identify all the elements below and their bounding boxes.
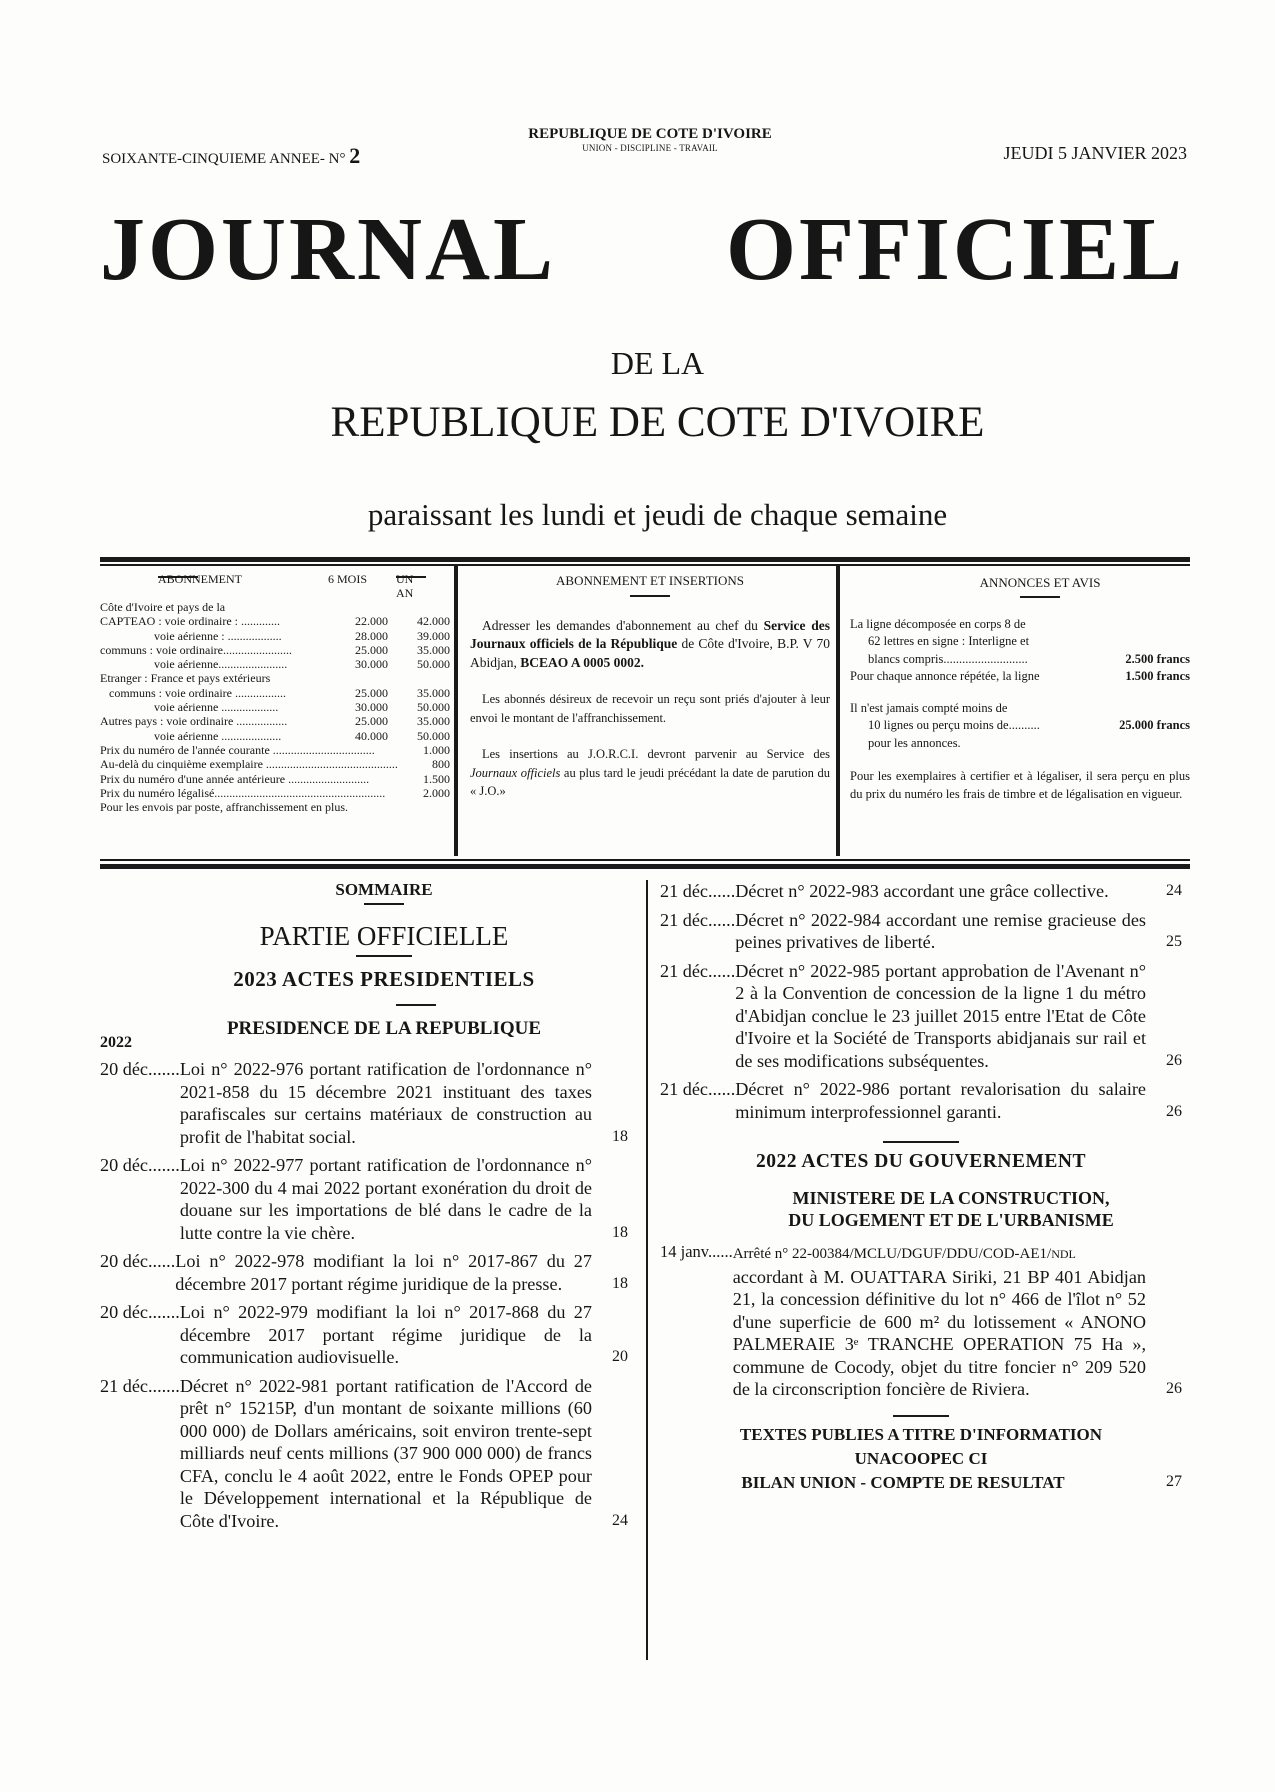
rate-un-an: 35.000 <box>417 642 450 657</box>
rate-table <box>100 600 450 743</box>
sommaire-year: 2022 <box>100 1034 132 1051</box>
publication-frequency: paraissant les lundi et jeudi de chaque semaine <box>367 497 948 532</box>
top-divider-thin <box>100 564 1190 566</box>
col-6-mois: 6 MOIS <box>328 572 368 586</box>
rate-6-mois: 25.000 <box>355 642 388 657</box>
left-entry-list <box>100 1058 628 1532</box>
entry-page: 26 <box>1166 1102 1182 1120</box>
entry-text: Arrêté n° 22-00384/MCLU/DGUF/DDU/COD-AE1/NDL accordant à M. OUATTARA Siriki, 21 BP 401 Abidjan 21, la concession définitive du lot n° 466 de l'îlot n° 52 d'une superficie de 600 m² du lotissement « ANONO PALMERAIE 3ᵉ TRANCHE OPERATION 75 Ha », commune de Cocody, objet du titre foncier n° 209 520 de la circonscription foncière de Riviera. <box>732 1246 1146 1399</box>
rate-label: voie aérienne....................... <box>100 657 288 672</box>
price-row <box>100 786 450 800</box>
sommaire-right-column <box>660 880 1182 1493</box>
rate-row <box>100 600 450 614</box>
rate-un-an: 50.000 <box>417 657 450 672</box>
entry-text: Décret n° 2022-983 accordant une grâce collective. <box>735 881 1109 901</box>
rate-row <box>100 686 450 700</box>
unacoopec-heading: UNACOOPEC CI <box>854 1448 988 1468</box>
rate-6-mois: 25.000 <box>355 685 388 700</box>
masthead-de-la: DE LA <box>610 345 705 381</box>
bottom-divider-thin <box>100 859 1190 861</box>
entry-date: 14 janv...... <box>660 1242 733 1261</box>
rate-6-mois: 40.000 <box>355 728 388 743</box>
heading-rule <box>396 1004 436 1006</box>
entry-date: 21 déc...... <box>660 960 736 981</box>
entry-page: 24 <box>1166 882 1182 899</box>
entry-page: 18 <box>612 1127 628 1145</box>
rate-6-mois: 22.000 <box>355 614 388 629</box>
price-value: 1.500 <box>423 771 450 786</box>
price-table <box>100 743 450 814</box>
masthead-word-officiel: OFFICIEL <box>725 200 1185 299</box>
entry-date: 21 déc...... <box>660 881 736 901</box>
rate-label: voie aérienne .................... <box>100 728 282 743</box>
price-value: 1.000 <box>423 742 450 757</box>
textes-rule <box>893 1415 949 1417</box>
entry-text: Loi n° 2022-977 portant ratification de l'ordonnance n° 2022-300 du 4 mai 2022 portant exonération du droit de douane sur les importations de blé dans le cadre de la lutte contre la vie chère. <box>179 1155 592 1243</box>
actes-presidentiels-heading: 2023 ACTES PRESIDENTIELS <box>233 967 535 991</box>
price-value: 800 <box>432 757 450 772</box>
annonces-price-row: 10 lignes ou perçu moins de.......... 25.000 francs <box>868 718 1190 732</box>
entry-page: 24 <box>612 1511 628 1529</box>
annonces-line: Il n'est jamais compté moins de <box>850 700 1008 715</box>
column-divider <box>646 880 648 1660</box>
rate-label: voie aérienne : .................. <box>100 628 282 643</box>
rate-un-an <box>388 600 450 614</box>
rate-un-an: 39.000 <box>417 628 450 643</box>
insertions-deadline-note: Les insertions au J.O.R.C.I. devront parvenir au Service des Journaux officiels au plus tard le jeudi précédant la date de parution du « J.O.» <box>470 747 830 798</box>
sommaire-entry[interactable] <box>100 1058 628 1148</box>
entry-text: Décret n° 2022-984 accordant une remise gracieuse des peines privatives de liberté. <box>735 909 1146 952</box>
entry-text: Décret n° 2022-986 portant revalorisation du salaire minimum interprofessionnel garanti. <box>735 1079 1146 1122</box>
bilan-entry[interactable] <box>660 1473 1182 1493</box>
rate-6-mois: 30.000 <box>355 700 388 715</box>
price-label: Prix du numéro légalisé......................................................... <box>100 785 386 800</box>
rate-6-mois <box>346 600 388 614</box>
presidence-heading: PRESIDENCE DE LA REPUBLIQUE <box>226 1018 542 1039</box>
price-row <box>100 743 450 757</box>
abonnement-column <box>100 572 450 814</box>
gouvernement-rule <box>883 1141 959 1143</box>
annonces-legalisation-note: Pour les exemplaires à certifier et à légaliser, il sera perçu en plus du prix du numéro les frais de timbre et de légalisation en vigueur. <box>850 769 1190 801</box>
republic-header <box>440 126 860 153</box>
rate-row <box>100 729 450 743</box>
rate-6-mois <box>346 671 388 685</box>
masthead-country: REPUBLIQUE DE COTE D'IVOIRE <box>330 399 985 446</box>
rate-label: Autres pays : voie ordinaire ................. <box>100 714 288 729</box>
entry-text: Loi n° 2022-978 modifiant la loi n° 2017-867 du 27 décembre 2017 portant régime juridique de la presse. <box>175 1251 592 1294</box>
ministere-heading: MINISTERE DE LA CONSTRUCTION, DU LOGEMENT ET DE L'URBANISME <box>788 1188 1114 1230</box>
price-label: Prix du numéro d'une année antérieure ........................... <box>100 771 370 786</box>
sommaire-left-column <box>100 880 628 1532</box>
annonces-line: pour les annonces. <box>868 735 961 750</box>
entry-page: 26 <box>1166 1051 1182 1069</box>
annonces-title: ANNONCES ET AVIS <box>890 574 1190 598</box>
sommaire-entry[interactable] <box>660 880 1182 903</box>
edition-prefix: SOIXANTE-CINQUIEME ANNEE- N° <box>102 151 346 167</box>
price-row <box>100 772 450 786</box>
rate-row <box>100 629 450 643</box>
annonces-line: La ligne décomposée en corps 8 de <box>850 616 1026 631</box>
entry-date: 20 déc....... <box>100 1059 180 1079</box>
annonces-line: 62 lettres en signe : Interligne et <box>868 634 1030 648</box>
rate-un-an: 35.000 <box>417 714 450 729</box>
entry-date: 20 déc....... <box>100 1302 180 1322</box>
partie-officielle-heading: PARTIE OFFICIELLE <box>140 921 628 957</box>
sommaire-entry[interactable] <box>100 1250 628 1295</box>
abonnement-title: ABONNEMENT <box>158 572 242 586</box>
right-entry-list <box>660 880 1182 1123</box>
price-label: Pour les envois par poste, affranchissement en plus. <box>100 800 349 815</box>
entry-text: Loi n° 2022-976 portant ratification de l'ordonnance n° 2021-858 du 15 décembre 2021 instituant des taxes parafiscales sur certains matériaux de construction au profit de l'habitat social. <box>179 1059 592 1147</box>
rate-label: Côte d'Ivoire et pays de la <box>100 600 226 614</box>
rate-un-an: 50.000 <box>417 700 450 715</box>
price-value <box>408 800 450 814</box>
textes-heading: TEXTES PUBLIES A TITRE D'INFORMATION <box>739 1424 1103 1444</box>
rate-un-an: 42.000 <box>417 614 450 629</box>
entry-date: 21 déc...... <box>660 909 736 930</box>
rate-6-mois: 30.000 <box>355 657 388 672</box>
bottom-divider <box>100 864 1190 869</box>
entry-page: 18 <box>612 1274 628 1292</box>
entry-text: Décret n° 2022-981 portant ratification de l'Accord de prêt n° 15215P, d'un montant de soixante millions (60 000 000) de Dollars américains, soit environ trente-sept milliards neuf cents millions (37 900 000 000) de francs CFA, conclu le 4 août 2022, entre le Fonds OPEP pour le Développement international et la République de Côte d'Ivoire. <box>179 1375 592 1531</box>
sommaire-title: SOMMAIRE <box>140 880 628 905</box>
actes-gouvernement-heading: 2022 ACTES DU GOUVERNEMENT <box>756 1151 1086 1172</box>
entry-page: 25 <box>1166 933 1182 950</box>
rate-6-mois: 25.000 <box>355 714 388 729</box>
sommaire-entry[interactable] <box>100 1375 628 1533</box>
insertions-column <box>470 572 830 801</box>
sommaire-entry[interactable] <box>660 909 1182 954</box>
entry-text: Loi n° 2022-979 modifiant la loi n° 2017-868 du 27 décembre 2017 portant régime juridique de la communication audiovisuelle. <box>179 1302 592 1367</box>
insertions-title: ABONNEMENT ET INSERTIONS <box>470 572 830 597</box>
republic-name: REPUBLIQUE DE COTE D'IVOIRE <box>528 126 772 142</box>
box-column-rule <box>836 566 840 856</box>
rate-row <box>100 714 450 728</box>
entry-date: 20 déc....... <box>100 1155 180 1175</box>
edition-number: 2 <box>349 143 361 168</box>
rate-label: voie aérienne ................... <box>100 700 279 715</box>
sommaire-entry[interactable] <box>100 1301 628 1369</box>
col-un-an: UN AN <box>396 572 426 578</box>
rate-label: communs : voie ordinaire ................. <box>100 685 286 700</box>
insertions-receipt-note: Les abonnés désireux de recevoir un reçu sont priés d'ajouter à leur envoi le montant de l'affranchissement. <box>470 692 830 725</box>
price-row <box>100 800 450 814</box>
republic-motto: UNION - DISCIPLINE - TRAVAIL <box>582 143 718 153</box>
annonces-column <box>850 574 1190 803</box>
entry-date: 20 déc...... <box>100 1251 176 1271</box>
sommaire-entry[interactable] <box>660 960 1182 1073</box>
insertions-address: Adresser les demandes d'abonnement au chef du Service des Journaux officiels de la République de Côte d'Ivoire, B.P. V 70 Abidjan, BCEAO A 0005 0002. <box>470 617 831 670</box>
entry-page: 18 <box>612 1223 628 1241</box>
entry-page: 27 <box>1166 1472 1182 1490</box>
rate-row <box>100 700 450 714</box>
masthead-title <box>100 200 1185 299</box>
rate-row <box>100 657 450 671</box>
masthead-word-journal: JOURNAL <box>100 200 557 299</box>
arrete-entry[interactable] <box>660 1241 1182 1401</box>
box-column-rule <box>454 566 458 856</box>
entry-text: Décret n° 2022-985 portant approbation de l'Avenant n° 2 à la Convention de concession de la ligne 1 du métro d'Abidjan conclue le 23 juillet 2015 entre l'Etat de Côte d'Ivoire et la Société de Transports abidjanais sur rail et de ses modifications subséquentes. <box>735 960 1146 1071</box>
rate-row <box>100 671 450 685</box>
price-value: 2.000 <box>423 785 450 800</box>
price-label: Au-delà du cinquième exemplaire ............................................ <box>100 757 398 772</box>
price-label: Prix du numéro de l'année courante .................................. <box>100 742 375 757</box>
entry-date: 21 déc....... <box>100 1375 180 1396</box>
price-row <box>100 757 450 771</box>
abonnement-header <box>100 572 450 601</box>
entry-page: 20 <box>612 1348 628 1365</box>
rate-label: CAPTEAO : voie ordinaire : ............. <box>100 614 280 629</box>
rate-un-an: 50.000 <box>417 728 450 743</box>
rate-row <box>100 614 450 628</box>
entry-page: 26 <box>1166 1380 1182 1397</box>
rate-un-an <box>388 671 450 685</box>
entry-date: 21 déc...... <box>660 1079 736 1099</box>
rate-label: communs : voie ordinaire....................... <box>100 642 292 657</box>
edition-info <box>102 143 360 169</box>
top-divider <box>100 557 1190 562</box>
rate-un-an: 35.000 <box>417 685 450 700</box>
sommaire-entry[interactable] <box>660 1078 1182 1123</box>
rate-6-mois: 28.000 <box>355 628 388 643</box>
bilan-title: BILAN UNION - COMPTE DE RESULTAT <box>741 1472 1065 1492</box>
annonces-price-row: blancs compris........................... 2.500 francs <box>868 651 1190 666</box>
rate-row <box>100 643 450 657</box>
sommaire-entry[interactable] <box>100 1154 628 1244</box>
issue-date: JEUDI 5 JANVIER 2023 <box>1003 143 1187 163</box>
rate-label: Etranger : France et pays extérieurs <box>100 671 271 686</box>
annonces-price-row: Pour chaque annonce répétée, la ligne 1.500 francs <box>850 669 1190 683</box>
